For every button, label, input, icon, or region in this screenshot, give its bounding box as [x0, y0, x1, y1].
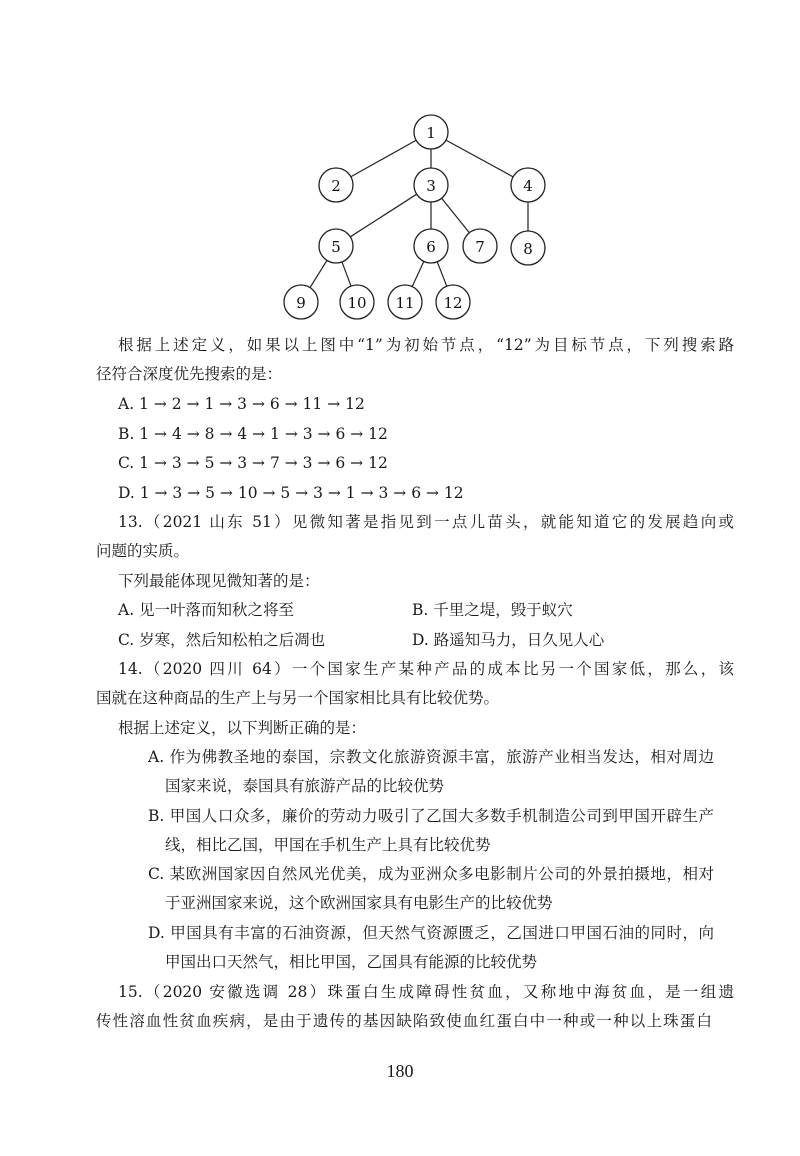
- q14-option-a-line1: A. 作为佛教圣地的泰国，宗教文化旅游资源丰富，旅游产业相当发达，相对周边: [148, 748, 714, 766]
- tree-node-label: 11: [395, 294, 415, 312]
- tree-edge-3-7: [442, 198, 470, 232]
- tree-node-label: 4: [523, 177, 533, 195]
- tree-edge-5-9: [310, 260, 327, 287]
- q12-intro-line2: 径符合深度优先搜索的是：: [96, 365, 283, 383]
- q12-option-d: D. 1 → 3 → 5 → 10 → 5 → 3 → 1 → 3 → 6 → 12: [118, 484, 464, 502]
- tree-node-label: 8: [523, 240, 533, 258]
- tree-edge-3-5: [350, 194, 416, 237]
- q13-option-d: D. 路遥知马力，日久见人心: [412, 631, 605, 649]
- tree-node-label: 9: [296, 294, 306, 312]
- q14-option-b-line2: 线，相比乙国，甲国在手机生产上具有比较优势: [165, 836, 491, 854]
- tree-node-label: 12: [443, 294, 463, 312]
- tree-node-label: 7: [475, 238, 485, 256]
- tree-node-6: [414, 229, 448, 263]
- q13-option-a: A. 见一叶落而知秋之将至: [118, 601, 295, 619]
- q14-option-a-line2: 国家来说，泰国具有旅游产品的比较优势: [165, 777, 445, 795]
- tree-edges: [310, 140, 528, 287]
- tree-node-5: [319, 229, 353, 263]
- tree-edge-6-11: [412, 261, 424, 286]
- tree-node-12: [436, 285, 470, 319]
- tree-node-11: [388, 285, 422, 319]
- tree-node-label: 2: [331, 177, 341, 195]
- search-tree-diagram: [280, 112, 580, 324]
- tree-edge-1-2: [351, 140, 416, 176]
- q13-stem-line2: 问题的实质。: [96, 542, 190, 560]
- tree-node-label: 10: [347, 294, 367, 312]
- q14-stem-line2: 国就在这种商品的生产上与另一个国家相比具有比较优势。: [96, 689, 500, 707]
- tree-node-label: 1: [426, 124, 436, 142]
- q12-option-a: A. 1 → 2 → 1 → 3 → 6 → 11 → 12: [118, 395, 365, 413]
- q14-question: 根据上述定义，以下判断正确的是：: [118, 719, 367, 737]
- tree-node-8: [511, 231, 545, 265]
- tree-node-9: [284, 285, 318, 319]
- tree-node-7: [463, 229, 497, 263]
- q12-option-b: B. 1 → 4 → 8 → 4 → 1 → 3 → 6 → 12: [118, 425, 388, 443]
- q14-option-c-line1: C. 某欧洲国家因自然风光优美，成为亚洲众多电影制片公司的外景拍摄地，相对: [148, 865, 714, 883]
- tree-edge-1-4: [446, 140, 513, 177]
- q15-stem-line2: 传性溶血性贫血疾病，是由于遗传的基因缺陷致使血红蛋白中一种或一种以上珠蛋白: [96, 1012, 712, 1030]
- tree-edge-5-10: [342, 262, 351, 286]
- q15-stem-line1: 15.（2020 安徽选调 28）珠蛋白生成障碍性贫血，又称地中海贫血，是一组遗: [118, 983, 734, 1001]
- q12-intro-line1: 根据上述定义，如果以上图中“1”为初始节点，“12”为目标节点，下列搜索路: [118, 336, 734, 354]
- tree-node-10: [340, 285, 374, 319]
- q14-option-d-line2: 甲国出口天然气，相比甲国，乙国具有能源的比较优势: [165, 953, 538, 971]
- tree-node-4: [511, 168, 545, 202]
- q14-option-b-line1: B. 甲国人口众多，廉价的劳动力吸引了乙国大多数手机制造公司到甲国开辟生产: [148, 807, 714, 825]
- q13-stem-line1: 13.（2021 山东 51）见微知著是指见到一点儿苗头，就能知道它的发展趋向或: [118, 513, 734, 531]
- tree-node-label: 3: [426, 177, 436, 195]
- q13-question: 下列最能体现见微知著的是：: [118, 572, 320, 590]
- tree-node-2: [319, 168, 353, 202]
- tree-edge-6-12: [437, 262, 447, 286]
- q13-option-b: B. 千里之堤，毁于蚁穴: [412, 601, 573, 619]
- tree-node-1: [414, 115, 448, 149]
- tree-node-3: [414, 168, 448, 202]
- tree-nodes: [284, 115, 545, 319]
- tree-node-label: 6: [426, 238, 436, 256]
- tree-node-label: 5: [331, 238, 341, 256]
- q14-stem-line1: 14.（2020 四川 64）一个国家生产某种产品的成本比另一个国家低，那么，该: [118, 660, 734, 678]
- q14-option-d-line1: D. 甲国具有丰富的石油资源，但天然气资源匮乏，乙国进口甲国石油的同时，向: [148, 924, 714, 942]
- q13-option-c: C. 岁寒，然后知松柏之后凋也: [118, 631, 326, 649]
- q12-option-c: C. 1 → 3 → 5 → 3 → 7 → 3 → 6 → 12: [118, 454, 388, 472]
- page-number: 180: [386, 1061, 414, 1081]
- q14-option-c-line2: 于亚洲国家来说，这个欧洲国家具有电影生产的比较优势: [165, 894, 553, 912]
